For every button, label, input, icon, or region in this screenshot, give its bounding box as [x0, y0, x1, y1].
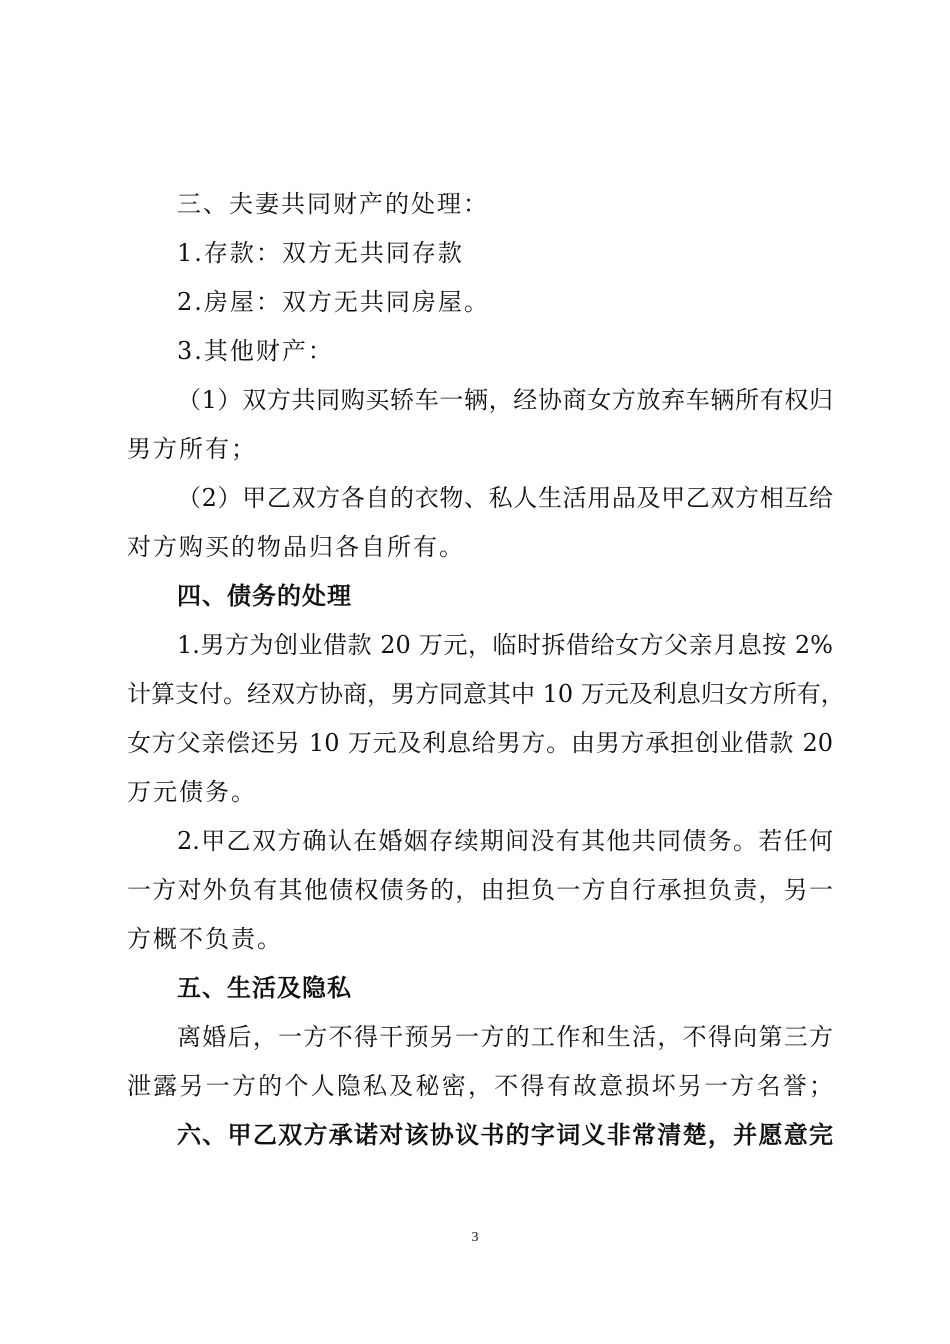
paragraph-line: 1.男方为创业借款 20 万元，临时拆借给女方父亲月息按 2% — [177, 631, 833, 659]
paragraph-line: 2.甲乙双方确认在婚姻存续期间没有其他共同债务。若任何 — [177, 827, 833, 855]
paragraph-line: 一方对外负有其他债权债务的，由担负一方自行承担负责，另一 — [127, 876, 833, 904]
section-heading-debts: 四、债务的处理 — [177, 582, 352, 610]
section-heading-joint-property: 三、夫妻共同财产的处理： — [177, 190, 489, 218]
document-body — [127, 180, 845, 1160]
page-number: 3 — [471, 1230, 479, 1245]
paragraph-line: 方概不负责。 — [127, 925, 283, 953]
paragraph-line: 男方所有； — [127, 435, 257, 463]
paragraph-line: 3.其他财产： — [177, 337, 334, 365]
paragraph-line: 计算支付。经双方协商，男方同意其中 10 万元及利息归女方所有， — [127, 680, 845, 708]
paragraph-line: （2）甲乙双方各自的衣物、私人生活用品及甲乙双方相互给 — [177, 484, 833, 512]
paragraph-line: （1）双方共同购买轿车一辆，经协商女方放弃车辆所有权归 — [177, 386, 833, 414]
paragraph-line: 2.房屋：双方无共同房屋。 — [177, 288, 490, 316]
section-heading-privacy: 五、生活及隐私 — [177, 974, 352, 1002]
paragraph-line: 离婚后，一方不得干预另一方的工作和生活，不得向第三方 — [177, 1023, 833, 1051]
paragraph-line: 对方购买的物品归各自所有。 — [127, 533, 465, 561]
paragraph-line: 万元债务。 — [127, 778, 257, 806]
paragraph-line: 泄露另一方的个人隐私及秘密，不得有故意损坏另一方名誉； — [127, 1072, 833, 1100]
paragraph-line: 女方父亲偿还另 10 万元及利息给男方。由男方承担创业借款 20 — [127, 729, 833, 757]
section-heading-commitment: 六、甲乙双方承诺对该协议书的字词义非常清楚，并愿意完 — [177, 1121, 833, 1149]
paragraph-line: 1.存款：双方无共同存款 — [177, 239, 464, 267]
